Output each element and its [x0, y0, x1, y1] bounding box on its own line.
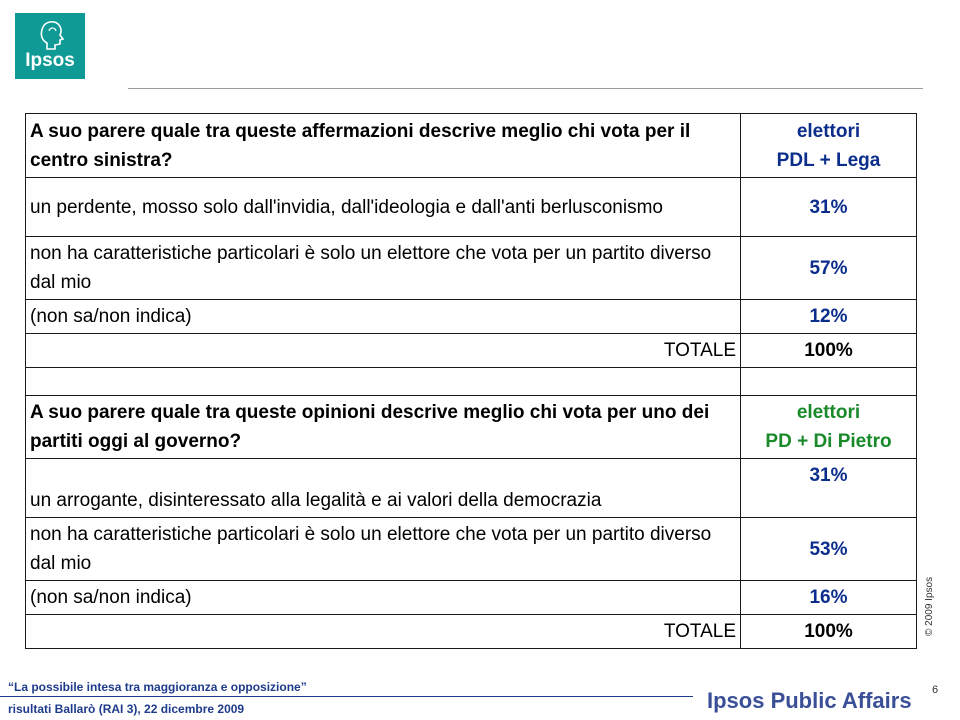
voter-group-header-1: [741, 114, 917, 178]
answer-label: non ha caratteristiche particolari è solo un elettore che vota per un partito diverso dal mio: [26, 237, 741, 300]
table-row: [26, 334, 917, 368]
header-line: PD + Di Pietro: [765, 431, 892, 452]
answer-value: 57%: [741, 237, 917, 300]
answer-value: 53%: [741, 518, 917, 581]
survey-table: [25, 113, 917, 649]
header-divider: [128, 88, 923, 89]
question-2: A suo parere quale tra queste opinioni descrive meglio chi vota per uno dei partiti oggi al governo?: [26, 396, 741, 459]
total-label: TOTALE: [26, 615, 741, 649]
ipsos-logo: [15, 13, 85, 79]
footer-subtitle: risultati Ballarò (RAI 3), 22 dicembre 2009: [8, 702, 245, 716]
table-row: [26, 114, 917, 178]
header-line: PDL + Lega: [776, 149, 881, 171]
answer-label: un arrogante, disinteressato alla legalità e ai valori della democrazia: [26, 459, 741, 518]
brand-name: Ipsos Public Affairs: [707, 688, 912, 713]
table-row: [26, 518, 917, 581]
table-row-spacer: [26, 368, 917, 396]
head-profile-icon: [38, 19, 64, 51]
table-row: [26, 459, 917, 518]
footer-divider: [0, 696, 693, 697]
question-1: A suo parere quale tra queste affermazioni descrive meglio chi vota per il centro sinistra?: [26, 114, 741, 178]
empty-cell: [26, 368, 741, 396]
table-row: [26, 581, 917, 615]
total-value: 100%: [741, 615, 917, 649]
answer-value: 12%: [741, 300, 917, 334]
table-row: [26, 396, 917, 459]
footer-title: “La possibile intesa tra maggioranza e opposizione”: [8, 680, 307, 694]
answer-label: (non sa/non indica): [26, 300, 741, 334]
logo-text: Ipsos: [25, 50, 75, 71]
empty-cell: [741, 368, 917, 396]
answer-value: 31%: [741, 178, 917, 237]
answer-value: 16%: [741, 581, 917, 615]
answer-label: (non sa/non indica): [26, 581, 741, 615]
total-value: 100%: [741, 334, 917, 368]
answer-value: 31%: [741, 459, 917, 518]
copyright-notice: © 2009 Ipsos: [924, 576, 935, 636]
total-label: TOTALE: [26, 334, 741, 368]
header-line: elettori: [796, 402, 861, 423]
page-number: 6: [932, 684, 939, 696]
header-line: elettori: [796, 120, 861, 142]
table-row: [26, 300, 917, 334]
answer-label: non ha caratteristiche particolari è solo un elettore che vota per un partito diverso dal mio: [26, 518, 741, 581]
table-row: [26, 237, 917, 300]
answer-label: un perdente, mosso solo dall'invidia, dall'ideologia e dall'anti berlusconismo: [26, 178, 741, 237]
table-row: [26, 615, 917, 649]
table-row: [26, 178, 917, 237]
voter-group-header-2: [741, 396, 917, 459]
